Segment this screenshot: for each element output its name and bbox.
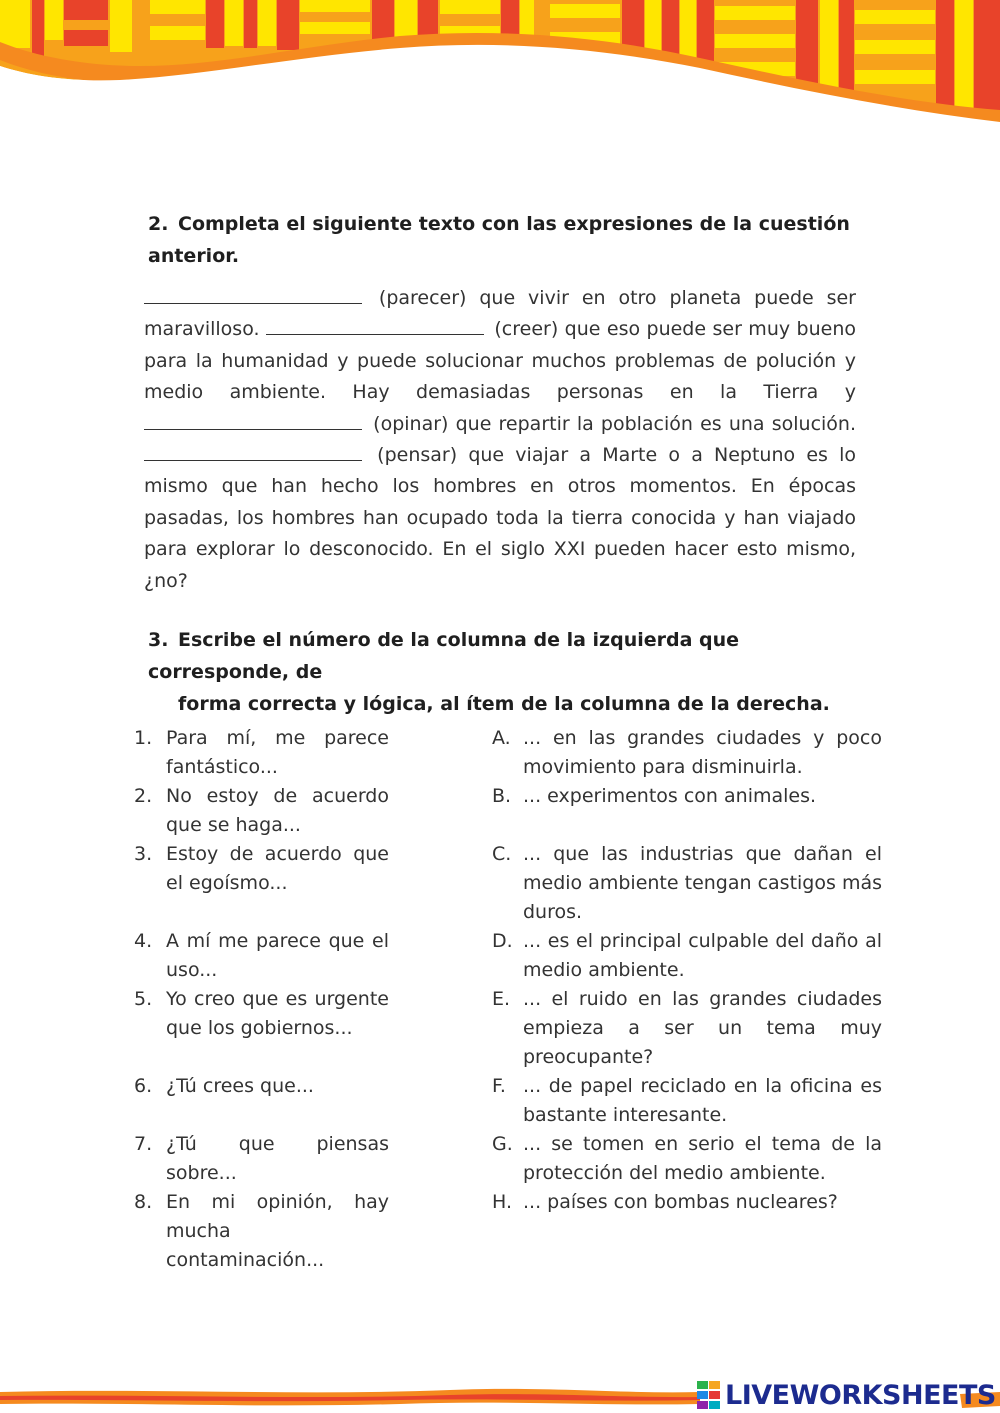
left-item-7 bbox=[134, 1130, 389, 1188]
item-marker: A. bbox=[492, 727, 511, 749]
item-marker: 2. bbox=[134, 785, 153, 807]
blank-2[interactable] bbox=[266, 314, 484, 335]
section-2-heading bbox=[148, 208, 868, 272]
item-text: Estoy de acuerdo que el egoísmo... bbox=[166, 843, 389, 894]
section-3-heading bbox=[148, 624, 868, 720]
item-marker: G. bbox=[492, 1133, 513, 1155]
item-marker: F. bbox=[492, 1075, 506, 1097]
paragraph-segment: (parecer) que vivir en otro planeta puede ser maravilloso. bbox=[144, 287, 856, 341]
item-marker: D. bbox=[492, 930, 513, 952]
right-item-h bbox=[492, 1188, 882, 1217]
item-text: ... se tomen en serio el tema de la protección del medio ambiente. bbox=[523, 1133, 882, 1184]
section-3-title-line-2: forma correcta y lógica, al ítem de la columna de la derecha. bbox=[178, 693, 830, 715]
right-item-e bbox=[492, 985, 882, 1072]
logo-text: LIVEWORKSHEETS bbox=[725, 1379, 996, 1411]
item-text: ¿Tú que piensas sobre... bbox=[166, 1133, 389, 1184]
item-text: ... en las grandes ciudades y poco movimiento para disminuirla. bbox=[523, 727, 882, 778]
fill-in-paragraph bbox=[144, 283, 856, 597]
item-text: En mi opinión, hay mucha contaminación... bbox=[166, 1191, 389, 1271]
item-text: ... es el principal culpable del daño al medio ambiente. bbox=[523, 930, 882, 981]
right-item-g bbox=[492, 1130, 882, 1188]
item-text: ¿Tú crees que... bbox=[166, 1075, 314, 1097]
item-text: ... el ruido en las grandes ciudades empieza a ser un tema muy preocupante? bbox=[523, 988, 882, 1068]
item-text: Para mí, me parece fantástico... bbox=[166, 727, 389, 778]
item-text: Yo creo que es urgente que los gobiernos... bbox=[166, 988, 389, 1039]
item-marker: 6. bbox=[134, 1075, 153, 1097]
item-marker: 3. bbox=[134, 843, 153, 865]
logo-mark-icon bbox=[697, 1381, 721, 1409]
section-2-number: 2. bbox=[148, 213, 169, 235]
right-item-c bbox=[492, 840, 882, 927]
blank-1[interactable] bbox=[144, 283, 362, 304]
left-item-3 bbox=[134, 840, 389, 898]
section-3-title-line-1: Escribe el número de la columna de la izquierda que corresponde, de bbox=[148, 629, 740, 683]
item-marker: 7. bbox=[134, 1133, 153, 1155]
item-marker: B. bbox=[492, 785, 512, 807]
left-item-6 bbox=[134, 1072, 389, 1101]
left-item-2 bbox=[134, 782, 389, 840]
blank-4[interactable] bbox=[144, 440, 362, 461]
liveworksheets-logo[interactable] bbox=[697, 1378, 996, 1412]
paragraph-segment: (opinar) que repartir la población es una solución. bbox=[366, 412, 856, 435]
blank-3[interactable] bbox=[144, 409, 362, 430]
item-marker: 5. bbox=[134, 988, 153, 1010]
paragraph-segment: (creer) que eso puede ser muy bueno para la humanidad y puede solucionar muchos problemas de polución y medio ambiente. Hay demasiadas personas en la Tierra y bbox=[144, 318, 856, 404]
left-item-8 bbox=[134, 1188, 389, 1275]
item-marker: E. bbox=[492, 988, 511, 1010]
left-item-5 bbox=[134, 985, 389, 1043]
left-item-1 bbox=[134, 724, 389, 782]
item-text: No estoy de acuerdo que se haga... bbox=[166, 785, 389, 836]
section-3-number: 3. bbox=[148, 629, 169, 651]
right-item-f bbox=[492, 1072, 882, 1130]
item-text: ... países con bombas nucleares? bbox=[523, 1191, 838, 1213]
item-marker: 1. bbox=[134, 727, 153, 749]
item-text: ... que las industrias que dañan el medio ambiente tengan castigos más duros. bbox=[523, 843, 882, 923]
decorative-header-banner bbox=[0, 0, 1000, 150]
item-text: ... experimentos con animales. bbox=[523, 785, 817, 807]
item-text: A mí me parece que el uso... bbox=[166, 930, 389, 981]
left-item-4 bbox=[134, 927, 389, 985]
right-item-d bbox=[492, 927, 882, 985]
paragraph-segment: (pensar) que viajar a Marte o a Neptuno es lo mismo que han hecho los hombres en otros momentos. En épocas pasadas, los hombres han ocupado toda la tierra conocida y han viajado para explorar lo desconocido. En el siglo XXI pueden hacer esto mismo, ¿no? bbox=[144, 444, 856, 592]
item-marker: 4. bbox=[134, 930, 153, 952]
item-text: ... de papel reciclado en la oficina es bastante interesante. bbox=[523, 1075, 882, 1126]
section-2-title: Completa el siguiente texto con las expresiones de la cuestión anterior. bbox=[148, 213, 850, 267]
item-marker: C. bbox=[492, 843, 512, 865]
item-marker: H. bbox=[492, 1191, 512, 1213]
right-item-b bbox=[492, 782, 882, 811]
item-marker: 8. bbox=[134, 1191, 153, 1213]
right-item-a bbox=[492, 724, 882, 782]
